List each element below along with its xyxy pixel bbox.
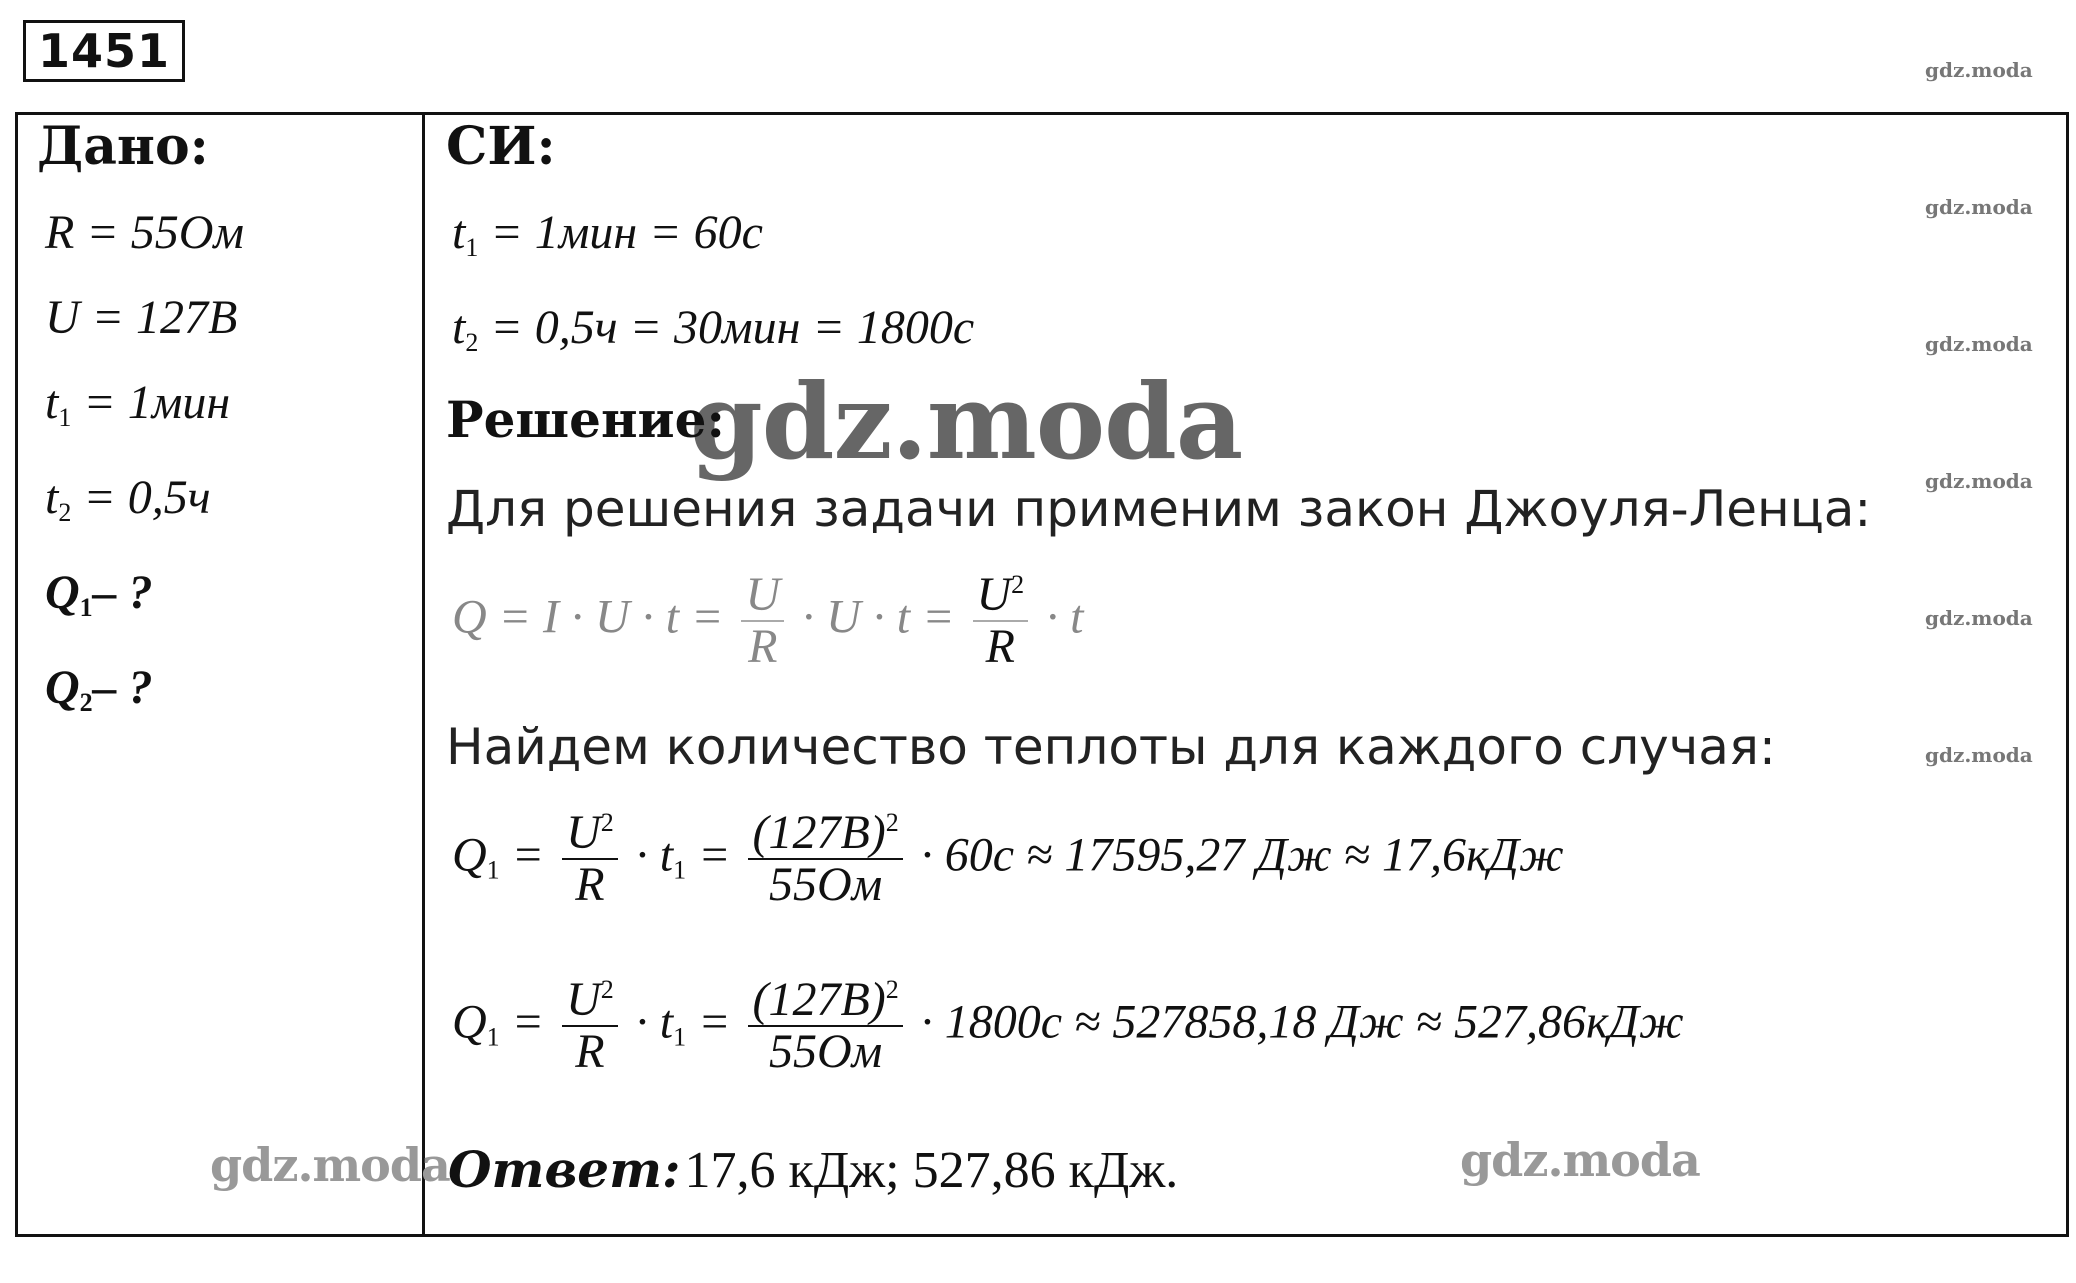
given-time-1: $t_1 = 1мин$ [45, 376, 231, 432]
watermark-small: gdz.moda [1925, 58, 2033, 82]
watermark-medium: gdz.moda [1460, 1133, 1700, 1187]
q2-calculation: $Q_1$ = $\frac{U^2}{R}$ · $t_1$ = $\frac{(127В)^2}{55Ом}$ · 1800с ≈ 527858,18 Дж ≈ 527,86кДж [452, 973, 1684, 1079]
answer-label: Ответ: [448, 1140, 681, 1199]
solution-intro: Для решения задачи применим закон Джоуля-Ленца: [446, 480, 1872, 538]
unknown-q2: $Q_2-$ ? [45, 661, 153, 717]
given-time-2: $t_2 = 0,5ч$ [45, 471, 211, 527]
watermark-small: gdz.moda [1925, 332, 2033, 356]
column-divider [422, 112, 425, 1237]
q1-calculation: $Q_1$ = $\frac{U^2}{R}$ · $t_1$ = $\frac{(127В)^2}{55Ом}$ · 60с ≈ 17595,27 Дж ≈ 17,6кДж [452, 806, 1564, 912]
given-header: Дано: [37, 116, 209, 177]
problem-number: 1451 [23, 20, 185, 82]
unknown-q1: $Q_1-$ ? [45, 566, 153, 622]
si-time-2: $t_2 = 0,5ч = 30мин = 1800с$ [452, 301, 975, 357]
si-time-1: $t_1 = 1мин = 60с$ [452, 206, 763, 262]
watermark-small: gdz.moda [1925, 606, 2033, 630]
watermark-large: gdz.moda [690, 360, 1243, 483]
watermark-small: gdz.moda [1925, 195, 2033, 219]
answer-line [448, 1140, 1178, 1200]
answer-value: 17,6 кДж; 527,86 кДж. [684, 1142, 1179, 1199]
given-resistance: R = 55Ом [45, 206, 245, 259]
solution-find-text: Найдем количество теплоты для каждого случая: [446, 718, 1776, 776]
joule-lenz-formula: Q = I · U · t = $\frac{U}{R}$ · U · t = $\frac{U^2}{R}$ · t [452, 568, 1084, 674]
si-header: СИ: [446, 116, 556, 177]
watermark-medium: gdz.moda [210, 1138, 450, 1192]
watermark-small: gdz.moda [1925, 469, 2033, 493]
watermark-small: gdz.moda [1925, 743, 2033, 767]
solution-header: Решение: [446, 390, 725, 449]
given-voltage: U = 127В [45, 291, 238, 344]
